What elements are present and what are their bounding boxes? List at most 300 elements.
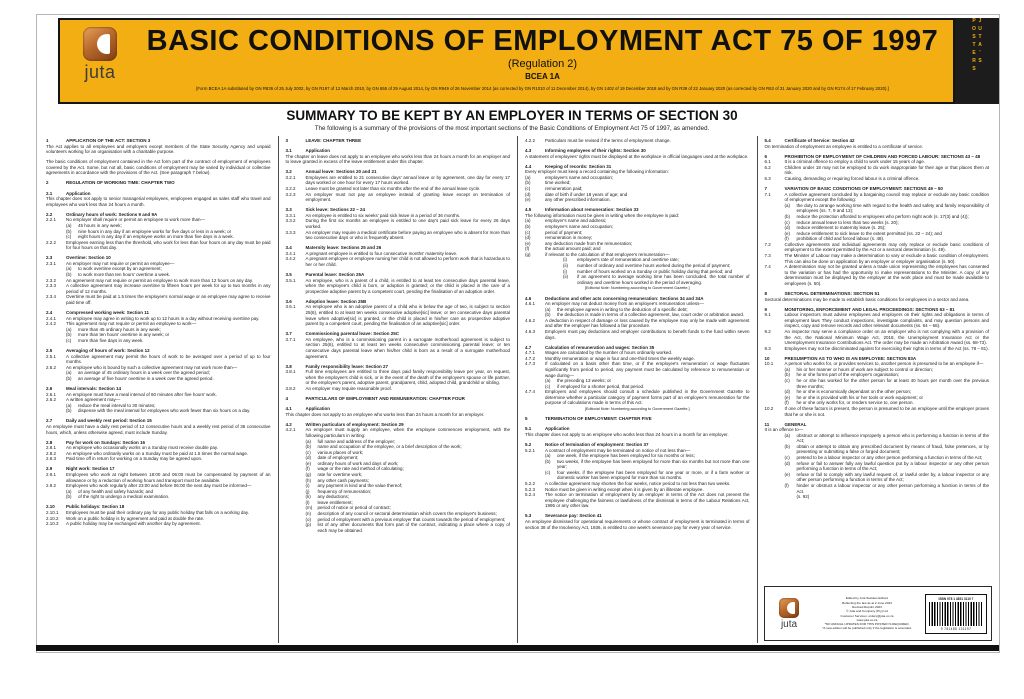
document-columns [39, 136, 996, 643]
side-tab-label: JUTA'S POSTERS [971, 18, 983, 74]
section-block [46, 255, 271, 305]
form-code: BCEA 1A [525, 72, 560, 81]
section-block [286, 406, 511, 417]
clause-number: 9.1 [764, 312, 771, 318]
clause-text: the employee agrees in writing to the deduction of a specific debt; [557, 306, 688, 312]
clause [785, 444, 990, 455]
section-title: Ordinary hours of work: Sections 9 and 9A [66, 211, 158, 217]
clause-text: dispense with the meal interval for employees who work fewer than six hours on a day. [78, 408, 251, 414]
section-number: 5 [525, 416, 528, 422]
clause-text: Work on a public holiday is by agreement and paid at double the rate. [66, 515, 205, 521]
section-number: 3.8 [285, 363, 292, 369]
section-title: TERMINATION OF EMPLOYMENT: CHAPTER FIVE [545, 416, 652, 422]
clause-number: (f) [784, 400, 789, 406]
section-title: Application [305, 148, 330, 154]
clause-text: to work overtime except by an agreement; [78, 266, 162, 272]
section-block [286, 138, 511, 144]
clause-text: An employee may agree in writing to work up to 12 hours in a day without receiving overtime pay. [66, 315, 260, 321]
section-title: Meal intervals: Section 14 [66, 385, 122, 391]
clause-text: An inspector may serve a compliance order on an employer who is not complying with a provision of the Act, the National Minimum Wage Act, 2018, the Unemployment Insurance Act or the Unemployment Insurance Contributions Act. The order may be made an Arbitration Award (ss. 68-73). [784, 328, 989, 346]
section-block [525, 207, 750, 291]
section-title: Informing employees of their rights: Section 30 [545, 148, 646, 154]
clause-text: Employees are entitled to 21 consecutive days' annual leave or by agreement, one day for every 17 days worked or one hour for every 17 hours worked. [305, 174, 510, 186]
section-number: 3.5 [285, 272, 292, 278]
clause-number: 7.3 [764, 252, 771, 258]
section-block [765, 291, 990, 302]
clause-number: 2.5.2 [46, 364, 57, 370]
clause-number: (e) [784, 394, 790, 400]
clause-text: eight hours in any day if an employee works on more than five days in a week. [78, 234, 234, 240]
clause-number: (g) [525, 251, 531, 257]
publisher-info-line: © Juta and Company (Pty) Ltd [846, 609, 888, 614]
clause [46, 240, 271, 251]
clause-text: one week, if the employee has been employed for six months or less; [557, 453, 695, 459]
clause [286, 337, 511, 359]
clause-text: An employee who ordinarily works on a Sunday must be paid at 1.5 times the normal wage. [66, 450, 249, 456]
clause-text: an average of five hours' overtime in a week over the agreed period. [78, 375, 214, 381]
clause-text: A collective agreement may permit the hours of work to be averaged over a period of up to four months. [66, 353, 271, 365]
column-3 [517, 136, 757, 643]
poster-header [58, 18, 955, 104]
clause [286, 304, 511, 326]
section-title: GENERAL [784, 421, 807, 427]
clause-text: A determination may not be granted unless a trade union representing the employees has consented to the variation or has had the opportunity to make representations to the Minister. A copy of any determination must be displayed by the employer at the work place and must be made available to employees (s. 50). [784, 264, 989, 286]
clause-number: (c) [525, 229, 531, 235]
clause-text: A deduction in respect of damage or loss caused by the employee may only be made with agreement and after the employer has followed a fair procedure. [545, 317, 750, 329]
clause-text: A pregnant employee or employee nursing her child is not allowed to perform work that is hazardous to her or her child. [305, 256, 510, 267]
section-number: 2.3 [46, 255, 53, 261]
clause-text: If one of these factors is present, the person is presumed to be an employee until the employer proves that he or she is not. [784, 405, 989, 417]
section-number: 4.6 [525, 295, 532, 301]
clause-text: A collective agreement concluded by a bargaining council may replace or exclude any basic condition of employment except the following: [784, 191, 989, 203]
paragraph: The chapter on leave does not apply to an employee who works less than 24 hours a month for an employer and to leave granted in excess of the leave entitlement under this chapter. [285, 153, 510, 165]
paragraph: An employee must have a daily rest period of 12 consecutive hours and a weekly rest period of 36 consecutive hours, which, unless otherwise agreed, must include Sunday. [46, 423, 271, 435]
clause-text: refuse or fail to answer fully any lawful question put by a labour inspector or any other person performing a function in terms of the Act; [796, 460, 989, 472]
clause-text: leave entitlement; [317, 499, 353, 505]
section-block [46, 348, 271, 381]
paragraph: The Act applies to all employees and employers except members of the State Security Agency and unpaid volunteers working for an organisation with a charitable purpose. [46, 143, 271, 155]
clause-number: 3.2.1 [285, 174, 296, 180]
clause-number: (a) [66, 488, 72, 494]
clause [286, 386, 511, 392]
section-block [765, 356, 990, 417]
clause-text: A written agreement may— [66, 397, 121, 403]
clause-text: An employee who is bound by such a collective agreement may not work more than— [66, 364, 238, 370]
section-heading [46, 180, 271, 186]
section-number: 2.10 [46, 504, 55, 510]
clause-number: (b) [305, 444, 311, 450]
clause-number: (d) [784, 460, 790, 466]
clause-text: more than ten hours' overtime in any week; or [78, 332, 170, 338]
clause-text: It is a criminal offence to employ a child to work under 15 years of age. [784, 159, 925, 165]
clause [785, 461, 990, 472]
clause-number: 7.1 [764, 191, 771, 197]
section-title: Keeping of records: Section 31 [545, 163, 612, 169]
publisher-info-line: www.juta.co.za [856, 617, 878, 622]
clause-text: The Minister of Labour may make a determination to vary or exclude a basic condition of employment. This can also be done on application by an employer or employer organisation (s. 50). [784, 252, 989, 264]
section-heading [286, 138, 511, 144]
clause-number: (a) [66, 402, 72, 408]
section-number: 4 [285, 396, 289, 402]
section-block [765, 186, 990, 286]
clause-text: Monthly remuneration or wage is four and one-third times the weekly wage. [545, 355, 695, 361]
clause-number: (b) [525, 224, 531, 230]
section-number: 3.2 [285, 169, 292, 175]
section-block [765, 154, 990, 182]
clause-number: (a) [66, 266, 72, 272]
clause [46, 354, 271, 365]
clause-text: more than 45 ordinary hours in any week; [78, 326, 161, 332]
clause-text: period of payment; [545, 229, 583, 235]
clause [46, 294, 271, 305]
clause-number: (c) [545, 383, 551, 389]
clause [785, 203, 990, 214]
clause-text: An employee, who is a parent of a child, is entitled to at least ten consecutive days parental leave, when the employee's child is born, or adoption is granted; or the child is placed in the care of a prospective adoptive parent by a competent court, pending the finalisation of an adoption order. [305, 277, 510, 294]
juta-logo-icon [83, 27, 117, 61]
section-block [286, 169, 511, 202]
clause-number: (a) [545, 453, 551, 459]
clause-text: two weeks, if the employee has been employed for more than six months but not more than one year; [557, 458, 750, 470]
section-number: 3.1 [285, 148, 292, 154]
clause-text: Children under 18 may not be employed to do work inappropriate for their age or that places them at risk. [784, 164, 989, 176]
clause-number: 2.9.2 [46, 483, 57, 489]
clause-text: remuneration paid; [545, 186, 583, 192]
section-block [765, 422, 990, 500]
section-title: Night work: Section 17 [66, 466, 115, 472]
section-heading [765, 291, 990, 297]
clause-number: 2.3.3 [46, 283, 57, 289]
section-title: Annual leave: Sections 20 and 21 [305, 169, 377, 175]
section-block [286, 148, 511, 165]
clause [46, 472, 271, 483]
section-number: 2.4 [46, 310, 53, 316]
clause-number: (b) [66, 408, 72, 414]
bottom-rule [36, 645, 999, 651]
clause-text: remuneration in money; [545, 235, 593, 241]
section-block [525, 513, 750, 530]
section-block [286, 396, 511, 402]
clause-text: pretend to be a labour inspector or any other person performing a function in terms of the Act; [796, 455, 983, 461]
section-title: Application [305, 406, 330, 412]
clause-text: Employees earning less than the threshold, who work for less than four hours on any day must be paid for four hours on that day. [66, 239, 271, 251]
section-title: Compressed working week: Section 11 [66, 310, 150, 316]
clause-number: (j) [305, 488, 310, 494]
clause-text: An agreement may not require or permit an employee to work more than 12 hours on any day. [66, 277, 254, 283]
clause [785, 494, 990, 500]
section-block [46, 418, 271, 435]
clause-text: the preceding 13 weeks; or [557, 378, 612, 384]
clause-number: (f) [784, 236, 789, 242]
clause-number: (e) [784, 230, 790, 236]
clause-number: (l) [305, 499, 310, 505]
clause-number: 2.3.1 [46, 260, 57, 266]
paragraph: It is an offence to— [764, 427, 804, 433]
clause-text: employee's name and occupation; [545, 224, 614, 230]
clause-text: the actual amount paid; and [545, 246, 601, 252]
section-number: 4.5 [525, 207, 532, 213]
clause [46, 456, 271, 462]
publisher-info-line: Revised Reprint 2023 [852, 604, 882, 609]
clause-text: any other cash payments; [317, 477, 370, 483]
clause-text: reduce annual leave to less than two weeks (s. 20); [796, 219, 899, 225]
clause-number: 2.2.1 [46, 217, 57, 223]
clause [545, 470, 750, 481]
regulation-subtitle: (Regulation 2) [507, 58, 578, 70]
clause-text: he or she is provided with his or her tools or work equipment; or [796, 394, 924, 400]
clause-text: refuse or fail to comply with any lawful request of, or lawful order by, a labour inspector or any other person performing a function in terms of the Act; [796, 471, 989, 483]
clause [765, 312, 990, 329]
clause-number: (b) [784, 213, 790, 219]
clause-number: (i) [305, 483, 310, 489]
clause-text: No employer shall require or permit an employee to work more than— [66, 217, 206, 223]
section-title: Maternity leave: Sections 25 and 26 [305, 245, 382, 251]
clause-number: (a) [66, 222, 72, 228]
clause [46, 283, 271, 294]
clause-number: (b) [66, 332, 72, 338]
barcode [929, 602, 983, 626]
section-heading [765, 138, 990, 144]
clause [286, 230, 511, 241]
section-number: 5.4 [764, 138, 771, 143]
juta-logo [70, 25, 130, 83]
clause-text: number of hours worked on a Sunday or public holiday during that period; and [577, 268, 733, 274]
footer-juta-wordmark: juta [780, 618, 798, 630]
clause-number: (a) [66, 370, 72, 376]
clause-number: 6.2 [764, 164, 771, 170]
clause [545, 459, 750, 470]
clause-number: (a) [784, 366, 790, 372]
clause-number: (d) [784, 389, 790, 395]
section-number: 6 [764, 153, 768, 159]
clause [525, 318, 750, 329]
section-title: Pay for work on Sundays: Section 16 [66, 439, 146, 445]
clause-number: 9.2 [764, 328, 771, 334]
clause-text: Collective agreements and individual agreements may only replace or exclude basic conditions of employment to the extent permitted by the Act or a sectoral determination (s. 49). [784, 241, 989, 253]
clause-text: A pregnant employee is entitled to four consecutive months' maternity leave. [305, 250, 458, 256]
section-block [286, 364, 511, 392]
clause-text: if employed for a shorter period, that period. [557, 383, 645, 389]
section-number: 5.3 [525, 513, 532, 519]
section-heading [46, 138, 271, 144]
clause-text: rate for overtime work; [317, 471, 363, 477]
section-number: 2.8 [46, 439, 53, 445]
clause-number: 5.2.1 [525, 447, 536, 453]
paragraph: This chapter does not apply to an employee who works less than 24 hours in a month for an employer. [525, 431, 729, 437]
publisher-info-line: *NO ANNUAL UPDATES FOR THIS POSTER IS REQUIRED. [824, 622, 910, 627]
clause-number: 3.4.2 [285, 256, 296, 262]
clause-text: ordinary hours of work and days of work; [317, 460, 399, 466]
clause-number: (e) [525, 197, 531, 203]
clause-number: (c) [784, 219, 790, 225]
paragraph: The following information must be given in writing when the employee is paid: [525, 212, 680, 218]
clause-number: 4.7.2 [525, 355, 536, 361]
section-number: 10 [764, 355, 770, 361]
paragraph: An employee dismissed for operational requirements or whose contract of employment is terminated in terms of section 38 of the Insolvency Act, 1936, is entitled to one week's severance pay for every year of service. [525, 519, 750, 530]
section-number: 2.2 [46, 211, 53, 217]
clause-text: This agreement may not require or permit an employee to work— [66, 321, 197, 327]
clause-number: 2.6.2 [46, 397, 57, 403]
section-block [46, 212, 271, 251]
summary-heading: SUMMARY TO BE KEPT BY AN EMPLOYER IN TERMS OF SECTION 30 [286, 108, 738, 123]
clause-text: name and occupation of the employee, or a brief description of the work; [317, 444, 462, 450]
clause [286, 278, 511, 295]
editorial-note: [Editorial Note: Numbering according to Government Gazette.] [584, 407, 690, 412]
clause-text: any other prescribed information. [545, 197, 611, 203]
section-number: 5.1 [525, 426, 532, 432]
clause [286, 218, 511, 229]
clause [785, 378, 990, 389]
section-number: 2.7 [46, 418, 53, 424]
clause-number: 2.8.3 [46, 456, 57, 462]
clause-number: 4.6.1 [525, 301, 536, 307]
clause-number: (e) [305, 460, 311, 466]
clause-text: A contract of employment may be terminated on notice of not less than— [545, 447, 691, 453]
clause [563, 274, 750, 285]
clause-text: (s. 92) [796, 494, 810, 500]
clause [286, 369, 511, 386]
clause-number: 2.4.1 [46, 315, 57, 321]
section-title: Application [545, 426, 570, 432]
clause-number: (b) [545, 458, 551, 464]
section-block [286, 299, 511, 327]
section-block [525, 426, 750, 437]
clause-text: he or she forms part of the employer's organisation; [796, 372, 900, 378]
paragraph: Sectoral determinations may be made to establish basic conditions for employees in a sector and area. [764, 296, 970, 302]
section-number: 11 [764, 421, 770, 427]
clause-number: 2.8.2 [46, 450, 57, 456]
clause-number: 4.6.2 [525, 317, 536, 323]
clause-text: if an agreement to average working time has been concluded, the total number of ordinary and overtime hours worked in the period of averaging. [577, 274, 750, 285]
clause-text: list of any other documents that form part of the contract, indicating a place where a copy of each may be obtained. [317, 522, 510, 533]
section-title: Commissioning parental leave: Section 25C [305, 331, 400, 337]
section-title: Averaging of hours of work: Section 12 [66, 348, 150, 353]
section-block [46, 180, 271, 186]
clause-text: Overtime must be paid at 1.5 times the employee's normal wage or an employee may agree to receive paid time off. [66, 294, 271, 305]
section-heading [525, 416, 750, 422]
paragraph: Every employer must keep a record containing the following information: [525, 169, 669, 175]
section-number: 2.5 [46, 348, 53, 353]
section-number: 3.3 [285, 207, 292, 213]
clause-text: various places of work; [317, 449, 364, 455]
clause-number: (a) [545, 378, 551, 384]
section-title: PARTICULARS OF EMPLOYMENT AND REMUNERATION: CHAPTER FOUR [305, 396, 465, 402]
clause-text: An employer must not pay an employee instead of granting leave except on termination of employment. [305, 191, 510, 203]
section-block [765, 307, 990, 352]
section-title: REGULATION OF WORKING TIME: CHAPTER TWO [66, 180, 175, 186]
section-block [525, 148, 750, 159]
section-block [46, 386, 271, 414]
clause-text: period of employment with a previous employer that counts towards the period of employment; [317, 516, 506, 522]
jutas-posters-side-tab [955, 18, 999, 104]
clause-number: (b) [66, 272, 72, 278]
clause-text: any payment in kind and the value thereof; [317, 483, 403, 489]
publisher-info-line: *A new edition will be published only if the legislation is amended. [822, 626, 912, 631]
clause-text: date of birth if under 18 years of age; and [545, 191, 628, 197]
section-number: 5.2 [525, 442, 532, 447]
paragraph: The basic conditions of employment contained in the Act form part of the contract of employment of employees covered by the Act. Some, but not all, basic conditions of employment may be varied by individual or collective agreements in accordance with the provisions of the Act. (See paragraph 7 below). [46, 159, 271, 176]
clause-text: wage or the rate and method of calculating; [317, 466, 404, 472]
clause [765, 264, 990, 286]
paragraph: A statement of employees' rights must be displayed at the workplace in official languages used at the workplace. [525, 153, 749, 159]
section-number: 4.7 [525, 344, 532, 350]
clause [785, 472, 990, 483]
clause-text: more than five days in any week. [78, 337, 144, 343]
clause-text: employer's name and address; [545, 218, 607, 224]
clause-number: 2.5.1 [46, 353, 57, 359]
section-number: 3.4 [285, 245, 292, 251]
clause-text: Labour inspectors must advise employees and employers on their rights and obligations in terms of employment laws They conduct inspections, investigate complaints, and may question persons and inspect, copy and remove records and other relevant documents (ss. 64 – 66). [784, 312, 989, 329]
clause-number: 5.2.3 [525, 486, 536, 492]
section-title: Severance pay: Section 41 [545, 513, 602, 519]
section-block [286, 272, 511, 294]
clause [525, 361, 750, 378]
footer-juta-logo [769, 598, 809, 630]
clause-number: 10.1 [764, 361, 774, 367]
section-title: Sick leave: Sections 22 – 24 [305, 207, 366, 213]
clause [765, 329, 990, 346]
clause-number: 4.7.1 [525, 350, 536, 356]
clause-text: reduce entitlement to maternity leave (s. 25); [796, 225, 886, 231]
isbn-text: ISBN 978 1 4851 3119 7 [938, 596, 974, 601]
clause-number: (e) [525, 240, 531, 246]
clause-number: (a) [66, 326, 72, 332]
section-title: Certificate of Service: Section 42 [784, 138, 855, 143]
clause-text: employee's rate of remuneration and overtime rate; [577, 257, 679, 263]
section-title: SECTORAL DETERMINATIONS: SECTION 51 [784, 290, 880, 296]
clause-number: (c) [66, 337, 72, 343]
section-number: 4.3 [525, 148, 532, 154]
clause-text: four weeks, if the employee has been employed for one year or more, or if a farm worker or domestic worker has been employed for more than six months. [557, 469, 750, 481]
paragraph: On termination of employment an employee is entitled to a certificate of service. [764, 143, 924, 149]
clause-number: (f) [784, 482, 789, 488]
clause-number: (a) [305, 438, 311, 444]
clause-number: (ii) [563, 263, 568, 269]
clause-number: 3.7.1 [285, 336, 296, 342]
clause-number: 3.3.2 [285, 218, 296, 224]
clause-text: of any health and safety hazards; and [78, 488, 154, 494]
clause-number: (b) [784, 372, 790, 378]
section-block [286, 331, 511, 359]
clause-number: 6.1 [764, 159, 771, 165]
clause-number: (b) [525, 180, 531, 186]
clause-text: the deduction is made in terms of a collective agreement, law, court order or arbitration award. [557, 312, 745, 318]
section-number: 4.1 [285, 406, 292, 412]
clause-number: (a) [784, 432, 790, 438]
barcode-block [925, 594, 987, 634]
section-block [525, 296, 750, 341]
clause [525, 138, 750, 144]
clause-number: (i) [563, 268, 567, 274]
publisher-info-line: Reflecting the law as at 2 June 2023 [842, 600, 892, 605]
clause-number: (c) [305, 449, 311, 455]
publisher-info-lines [813, 596, 921, 631]
clause [765, 176, 990, 182]
clause [525, 389, 750, 406]
clause-number: 2.6.1 [46, 391, 57, 397]
clause-text: the duty to arrange working time with regard to the health and safety and family responsibility of employees (ss. 7, 9 and 13); [796, 202, 989, 214]
clause-number: 2.10.2 [46, 515, 59, 521]
section-number: 9 [764, 306, 768, 312]
section-number: 2.6 [46, 385, 53, 391]
clause-text: he or she is economically dependant on the other person; [796, 389, 912, 395]
clause-number: 3.8.2 [285, 385, 296, 391]
section-number: 3.7 [285, 331, 292, 337]
section-number: 2 [46, 180, 49, 186]
section-heading [525, 148, 750, 154]
section-title: Information about remuneration: Section 33 [545, 207, 639, 213]
section-number: 3.6 [285, 298, 292, 304]
clause [286, 256, 511, 267]
